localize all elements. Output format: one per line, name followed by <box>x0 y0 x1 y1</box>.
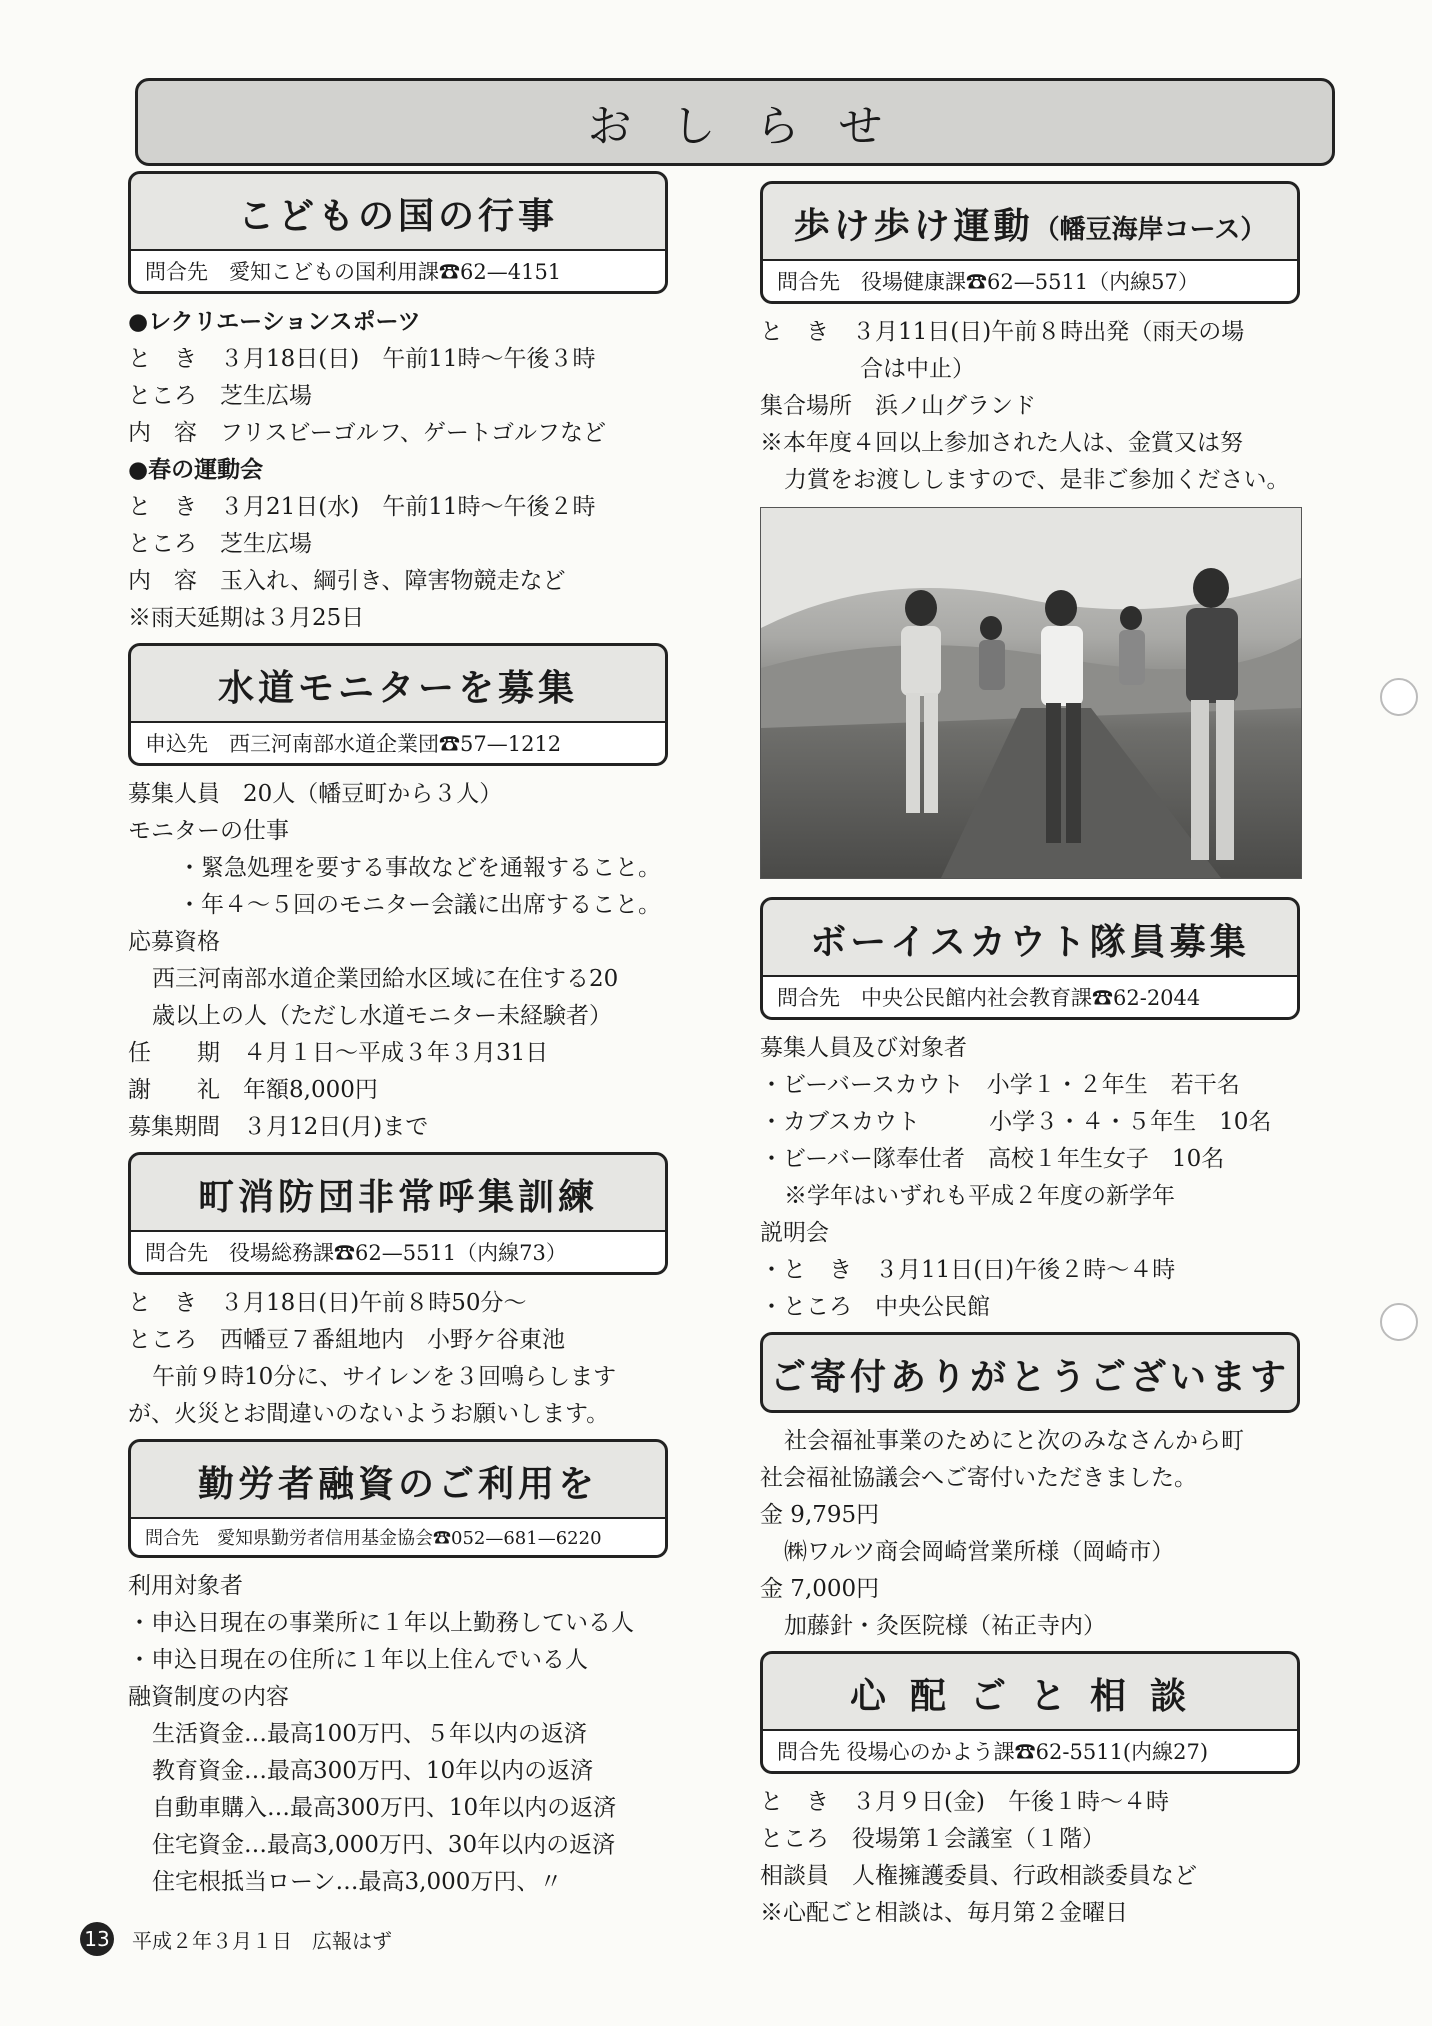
shobo-line: ところ 西幡豆７番組地内 小野ケ谷東池 <box>128 1327 565 1353</box>
suido-line: ・緊急処理を要する事故などを通報すること。 <box>178 855 661 881</box>
yushi-contact: 問合先 愛知県勤労者信用基金協会☎052—681—6220 <box>131 1519 665 1555</box>
yushi-line: ・申込日現在の事業所に１年以上勤務している人 <box>128 1610 634 1636</box>
scout-line: ・と き ３月11日(日)午後２時〜４時 <box>760 1257 1176 1283</box>
yushi-line: ・申込日現在の住所に１年以上住んでいる人 <box>128 1647 588 1673</box>
kifu-line: 加藤針・灸医院様（祐正寺内） <box>784 1613 1106 1639</box>
kodomo-header <box>128 171 668 294</box>
scout-line: ・ところ 中央公民館 <box>760 1294 990 1320</box>
kifu-line: 社会福祉事業のためにと次のみなさんから町 <box>784 1428 1244 1454</box>
aruke-line: 集合場所 浜ノ山グランド <box>760 393 1036 419</box>
walking-people-illustration <box>761 508 1301 878</box>
scout-line: ・ビーバースカウト 小学１・２年生 若干名 <box>760 1072 1240 1098</box>
right-column <box>760 175 1300 1932</box>
kodomo-line: ※雨天延期は３月25日 <box>128 605 365 631</box>
aruke-subtitle: （幡豆海岸コース） <box>1033 215 1267 245</box>
walking-event-photo <box>760 507 1302 879</box>
kifu-line: ㈱ワルツ商会岡崎営業所様（岡崎市） <box>784 1539 1175 1565</box>
suido-line: モニターの仕事 <box>128 818 289 844</box>
shinpai-line: と き ３月９日(金) 午後１時〜４時 <box>760 1789 1169 1815</box>
kodomo-contact: 問合先 愛知こどもの国利用課☎62—4151 <box>131 251 665 291</box>
suido-line: 謝 礼 年額8,000円 <box>128 1077 378 1103</box>
yushi-line: 住宅根抵当ローン…最高3,000万円、〃 <box>152 1869 563 1895</box>
aruke-contact: 問合先 役場健康課☎62—5511（内線57） <box>763 261 1297 301</box>
scout-line: ※学年はいずれも平成２年度の新学年 <box>784 1183 1175 1209</box>
yushi-line: 自動車購入…最高300万円、10年以内の返済 <box>152 1795 617 1821</box>
aruke-title: 歩け歩け運動 <box>793 206 1034 247</box>
kodomo-line: ●レクリエーションスポーツ <box>128 309 421 335</box>
aruke-title-row <box>763 184 1297 261</box>
suido-header <box>128 643 668 766</box>
suido-line: 任 期 ４月１日〜平成３年３月31日 <box>128 1040 549 1066</box>
kodomo-line: ●春の運動会 <box>128 457 264 483</box>
suido-line: 募集人員 20人（幡豆町から３人） <box>128 781 503 807</box>
yushi-title: 勤労者融資のご利用を <box>131 1442 665 1519</box>
yushi-line: 住宅資金…最高3,000万円、30年以内の返済 <box>152 1832 616 1858</box>
shinpai-line: 相談員 人権擁護委員、行政相談委員など <box>760 1863 1197 1889</box>
aruke-line: 合は中止） <box>860 356 975 382</box>
yushi-line: 生活資金…最高100万円、５年以内の返済 <box>152 1721 587 1747</box>
aruke-header <box>760 181 1300 304</box>
suido-title: 水道モニターを募集 <box>131 646 665 723</box>
yushi-header <box>128 1439 668 1558</box>
page-footer <box>80 1922 392 1956</box>
kifu-line: 金 9,795円 <box>760 1502 880 1528</box>
suido-line: 応募資格 <box>128 929 220 955</box>
banner-title: おしらせ <box>587 101 923 152</box>
kifu-header <box>760 1332 1300 1413</box>
binder-hole <box>1380 1303 1418 1341</box>
kodomo-line: ところ 芝生広場 <box>128 383 312 409</box>
suido-line: 西三河南部水道企業団給水区域に在住する20 <box>152 966 619 992</box>
kifu-title: ご寄付ありがとうございます <box>769 1357 1290 1398</box>
suido-line: 歳以上の人（ただし水道モニター未経験者） <box>152 1003 612 1029</box>
kodomo-line: 内 容 フリスビーゴルフ、ゲートゴルフなど <box>128 420 606 446</box>
shobo-header <box>128 1152 668 1275</box>
shinpai-contact: 問合先 役場心のかよう課☎62-5511(内線27) <box>763 1731 1297 1771</box>
kifu-line: 金 7,000円 <box>760 1576 880 1602</box>
suido-contact: 申込先 西三河南部水道企業団☎57—1212 <box>131 723 665 763</box>
aruke-line: 力賞をお渡ししますので、是非ご参加ください。 <box>784 467 1290 493</box>
kodomo-line: と き ３月18日(日) 午前11時〜午後３時 <box>128 346 596 372</box>
scout-title: ボーイスカウト隊員募集 <box>763 900 1297 977</box>
left-column <box>128 165 668 1901</box>
yushi-line: 教育資金…最高300万円、10年以内の返済 <box>152 1758 594 1784</box>
page-number: 13 <box>80 1922 114 1956</box>
scout-contact: 問合先 中央公民館内社会教育課☎62-2044 <box>763 977 1297 1017</box>
scout-line: ・ビーバー隊奉仕者 高校１年生女子 10名 <box>760 1146 1225 1172</box>
kifu-line: 社会福祉協議会へご寄付いただきました。 <box>760 1465 1197 1491</box>
kodomo-line: と き ３月21日(水) 午前11時〜午後２時 <box>128 494 596 520</box>
shinpai-line: ところ 役場第１会議室（１階） <box>760 1826 1105 1852</box>
notice-banner <box>135 78 1335 166</box>
scout-header <box>760 897 1300 1020</box>
shinpai-line: ※心配ごと相談は、毎月第２金曜日 <box>760 1900 1128 1926</box>
footer-text: 平成２年３月１日 広報はず <box>132 1928 392 1953</box>
yushi-line: 融資制度の内容 <box>128 1684 289 1710</box>
shobo-line: 午前９時10分に、サイレンを３回鳴らします <box>152 1364 617 1390</box>
kodomo-line: 内 容 玉入れ、綱引き、障害物競走など <box>128 568 566 594</box>
aruke-line: と き ３月11日(日)午前８時出発（雨天の場 <box>760 319 1245 345</box>
shinpai-title: 心配ごと相談 <box>763 1654 1297 1731</box>
suido-line: 募集期間 ３月12日(月)まで <box>128 1114 429 1140</box>
yushi-line: 利用対象者 <box>128 1573 243 1599</box>
shinpai-header <box>760 1651 1300 1774</box>
scout-line: 説明会 <box>760 1220 829 1246</box>
scout-line: 募集人員及び対象者 <box>760 1035 967 1061</box>
kodomo-line: ところ 芝生広場 <box>128 531 312 557</box>
kodomo-title: こどもの国の行事 <box>131 174 665 251</box>
shobo-title: 町消防団非常呼集訓練 <box>131 1155 665 1232</box>
suido-line: ・年４〜５回のモニター会議に出席すること。 <box>178 892 661 918</box>
shobo-line: と き ３月18日(日)午前８時50分〜 <box>128 1290 527 1316</box>
aruke-line: ※本年度４回以上参加された人は、金賞又は努 <box>760 430 1243 456</box>
scout-line: ・カブスカウト 小学３・４・５年生 10名 <box>760 1109 1272 1135</box>
binder-hole <box>1380 678 1418 716</box>
shobo-contact: 問合先 役場総務課☎62—5511（内線73） <box>131 1232 665 1272</box>
shobo-line: が、火災とお間違いのないようお願いします。 <box>128 1401 610 1427</box>
